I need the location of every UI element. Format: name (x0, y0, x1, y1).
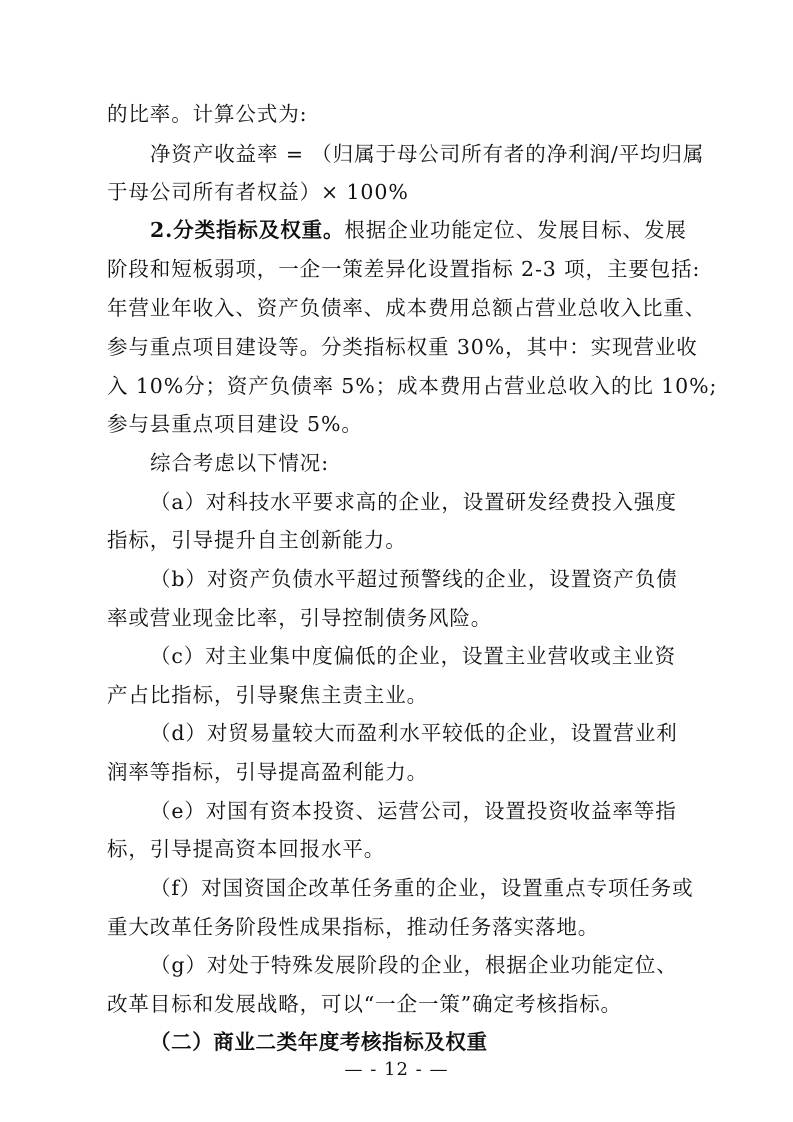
list-item-line: 指标，引导提升自主创新能力。 (107, 528, 407, 552)
list-item-line: 改革目标和发展战略，可以“一企一策”确定考核指标。 (107, 992, 622, 1016)
formula-line: 于母公司所有者权益）× 100% (107, 180, 409, 204)
text-line: 年营业年收入、资产负债率、成本费用总额占营业总收入比重、 (107, 296, 707, 320)
text-line: 阶段和短板弱项，一企一策差异化设置指标 2-3 项，主要包括: (107, 257, 701, 281)
paragraph-first-line (150, 216, 687, 244)
list-item-line: （a）对科技水平要求高的企业，设置研发经费投入强度 (150, 490, 677, 514)
list-item-line: 重大改革任务阶段性成果指标，推动任务落实落地。 (107, 915, 600, 939)
list-item-line: （e）对国有资本投资、运营公司，设置投资收益率等指 (150, 799, 677, 823)
list-item-line: 标，引导提高资本回报水平。 (107, 837, 386, 861)
list-item-line: 率或营业现金比率，引导控制债务风险。 (107, 606, 493, 630)
list-item-line: （b）对资产负债水平超过预警线的企业，设置资产负债 (150, 567, 678, 591)
list-item-line: 润率等指标，引导提高盈利能力。 (107, 760, 428, 784)
text-line: 综合考虑以下情况: (150, 451, 330, 475)
list-item-line: （c）对主业集中度偏低的企业，设置主业营收或主业资 (150, 644, 676, 668)
subsection-lead: 2.分类指标及权重。 (150, 218, 345, 242)
text-span: 根据企业功能定位、发展目标、发展 (344, 218, 687, 242)
text-line: 的比率。计算公式为: (107, 102, 308, 126)
formula-line: 净资产收益率 = （归属于母公司所有者的净利润/平均归属 (150, 142, 705, 166)
text-line: 参与县重点项目建设 5%。 (107, 412, 363, 436)
list-item-line: （d）对贸易量较大而盈利水平较低的企业，设置营业利 (150, 721, 678, 745)
section-heading: （二）商业二类年度考核指标及权重 (150, 1030, 488, 1054)
list-item-line: （g）对处于特殊发展阶段的企业，根据企业功能定位、 (150, 953, 678, 977)
text-line: 参与重点项目建设等。分类指标权重 30%，其中：实现营业收 (107, 335, 698, 359)
page-number: — - 12 - — (344, 1059, 449, 1080)
text-line: 入 10%分；资产负债率 5%；成本费用占营业总收入的比 10%; (107, 374, 718, 398)
list-item-line: （f）对国资国企改革任务重的企业，设置重点专项任务或 (150, 876, 694, 900)
list-item-line: 产占比指标，引导聚焦主责主业。 (107, 683, 428, 707)
